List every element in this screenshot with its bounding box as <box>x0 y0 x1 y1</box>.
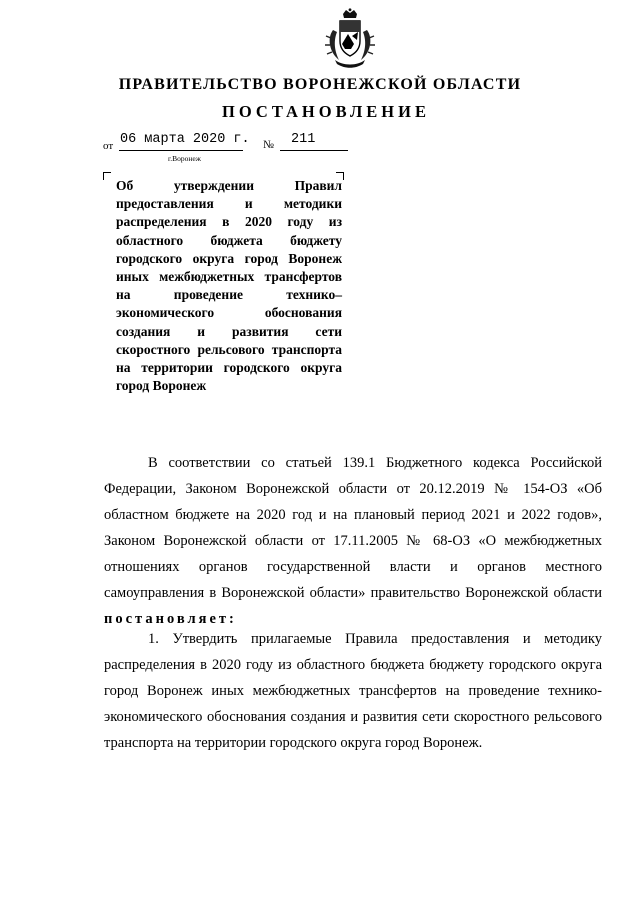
document-type: ПОСТАНОВЛЕНИЕ <box>222 102 430 121</box>
date-prefix: от <box>103 140 114 152</box>
document-date: 06 марта 2020 г. <box>120 132 250 147</box>
city-name: г.Воронеж <box>168 154 201 163</box>
document-title: Об утверждении Правил предоставления и методики распределения в 2020 году из областного бюджета бюджету городского округа город Воронеж иных межбюджетных трансфертов на проведение технико–экономического обоснования создания и развития сети скоростного рельсового транспорта на территории городского округа город Воронеж <box>116 178 342 394</box>
coat-of-arms-icon <box>321 8 379 70</box>
organization-name: ПРАВИТЕЛЬСТВО ВОРОНЕЖСКОЙ ОБЛАСТИ <box>118 76 522 93</box>
number-underline <box>280 150 348 151</box>
document-number: 211 <box>291 132 316 147</box>
date-underline <box>119 150 243 151</box>
title-bracket-left <box>103 172 111 180</box>
preamble-paragraph <box>104 450 602 632</box>
decree-keyword: постановляет: <box>104 611 237 627</box>
preamble-text: В соответствии со статьей 139.1 Бюджетного кодекса Российской Федерации, Законом Воронежской области от 20.12.2019 № 154-ОЗ «Об областном бюджете на 2020 год и на плановый период 2021 и 2022 годов», Законом Воронежской области от 17.11.2005 № 68-ОЗ «О межбюджетных отношениях органов государственной власти и органов местного самоуправления в Воронежской области» правительство Воронежской области <box>104 455 602 601</box>
number-label: № <box>263 139 274 151</box>
item-1-paragraph: 1. Утвердить прилагаемые Правила предоставления и методику распределения в 2020 году из областного бюджета бюджету городского округа город Воронеж иных межбюджетных трансфертов на проведение технико-экономического обоснования создания и развития сети скоростного рельсового транспорта на территории городского округа город Воронеж. <box>104 631 602 751</box>
